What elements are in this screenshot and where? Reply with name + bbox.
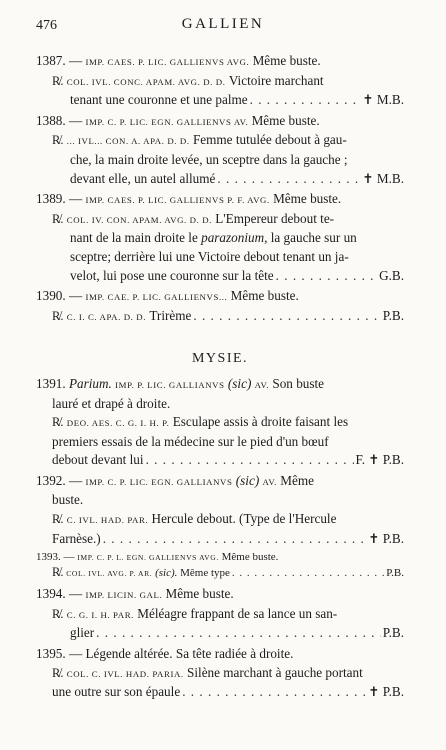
- reverse-legend: C. I. C. APA. D. D.: [66, 311, 147, 322]
- grade: P.B.: [382, 625, 404, 641]
- reverse-legend: COL. IV. CON. APAM. AVG. D. D.: [66, 214, 212, 225]
- grade: ✝ M.B.: [362, 170, 404, 186]
- reverse-mark: R̸.: [52, 73, 64, 88]
- obverse-text: Même buste.: [165, 586, 234, 602]
- reverse-legend: ... IVL... CON. A. APA. D. D.: [66, 136, 190, 147]
- grade: P.B.: [382, 307, 404, 323]
- entry-1387: 1387. — IMP. CAES. P. LIC. GALLIENVS AVG. Même buste. R̸. COL. IVL. CONC. APAM. AVG. D. D. Victoire marchant tenant une couronne et une palme . . . ✝ M.B.: [36, 52, 404, 110]
- leader-dots: [232, 566, 384, 581]
- leader-dots: [193, 307, 380, 326]
- leader-dots: [96, 624, 381, 643]
- reverse-mark: R̸.: [52, 512, 64, 527]
- entry-number: 1391.: [36, 375, 66, 391]
- entry-1389: 1389. — IMP. CAES. P. LIC. GALLIENVS P. F. AVG. Même buste. R̸. COL. IV. CON. APAM. AVG. D. D. L'Empereur debout te- nant de la main droite le parazonium, la gauche sur un sceptre; derrière lui une Victoire debout tenant un ja- velot, lui pose une couronne sur la tête . . . G.B.: [36, 190, 404, 285]
- obverse-legend: IMP. C. P. L. EGN. GALLIENVS AVG.: [77, 553, 219, 563]
- reverse-legend: DEO. AES. C. G. I. H. P.: [66, 418, 170, 429]
- obverse-text: Légende altérée. Sa tête radiée à droite.: [85, 646, 294, 662]
- entry-1395: 1395. — Légende altérée. Sa tête radiée à droite. R̸. COL. C. IVL. HAD. PARIA. Silène marchant à gauche portant une outre sur son épaule . . . ✝ P.B.: [36, 645, 404, 702]
- page-header: [0, 8, 446, 32]
- page-number: 476: [36, 18, 57, 33]
- grade: G.B.: [379, 267, 404, 283]
- entry-1392: 1392. — IMP. C. P. LIC. EGN. GALLIANVS (sic) AV. Même buste. R̸. C. IVL. HAD. PAR. Hercule debout. (Type de l'Hercule Farnèse.) . . . ✝ P.B.: [36, 472, 404, 548]
- city-name: Parium.: [68, 375, 112, 391]
- obverse-text: Même buste.: [221, 551, 279, 564]
- reverse-mark: R̸.: [52, 308, 64, 323]
- reverse-mark: R̸.: [52, 415, 64, 430]
- grade: F. ✝ P.B.: [355, 452, 404, 468]
- entry-1388: 1388. — IMP. C. P. LIC. EGN. GALLIENVS AV. Même buste. R̸. ... IVL... CON. A. APA. D. D. Femme tutulée debout à gau- che, la main droite levée, un sceptre dans la gauche ; devant elle, un autel allumé . . . ✝ M.B.: [36, 112, 404, 188]
- italic-term: parazonium,: [201, 230, 268, 246]
- obverse-legend: IMP. P. LIC. GALLIANVS: [115, 379, 225, 390]
- grade: ✝ P.B.: [368, 684, 404, 700]
- sic-note: (sic).: [155, 567, 178, 580]
- obverse-legend: IMP. CAE. P. LIC. GALLIENVS...: [85, 292, 228, 303]
- grade: ✝ M.B.: [362, 92, 404, 108]
- leader-dots: [146, 451, 354, 470]
- obverse-text: Même buste.: [230, 288, 299, 304]
- entry-number: 1390.: [36, 288, 66, 304]
- catalogue-body: [36, 52, 404, 704]
- reverse-mark: R̸.: [52, 565, 64, 580]
- reverse-legend: COL. C. IVL. HAD. PARIA.: [66, 668, 184, 679]
- entry-number: 1392.: [36, 472, 66, 488]
- reverse-mark: R̸.: [52, 606, 64, 621]
- entry-number: 1394.: [36, 586, 66, 602]
- entry-1391: 1391. Parium. IMP. P. LIC. GALLIANVS (sic) AV. Son buste lauré et drapé à droite. R̸. DEO. AES. C. G. I. H. P. Esculape assis à droite faisant les premiers essais de la médecine sur le pied d'un bœuf debout devant lui . . . F. ✝ P.B.: [36, 375, 404, 470]
- entry-1394: 1394. — IMP. LICIN. GAL. Même buste. R̸. C. G. I. H. PAR. Méléagre frappant de sa lance un san- glier . . . P.B.: [36, 585, 404, 643]
- grade: P.B.: [386, 567, 404, 580]
- sic-note: (sic): [235, 472, 260, 488]
- running-title: GALLIEN: [181, 16, 265, 32]
- obverse-text: Même buste.: [252, 53, 321, 68]
- entry-number: 1393.: [36, 551, 61, 564]
- obverse-legend: IMP. CAES. P. LIC. GALLIENVS AVG.: [85, 57, 250, 67]
- sic-note: (sic): [227, 375, 252, 391]
- reverse-legend: C. IVL. HAD. PAR.: [66, 515, 149, 526]
- leader-dots: [217, 170, 360, 189]
- leader-dots: [182, 683, 366, 702]
- reverse-legend: COL. IVL. CONC. APAM. AVG. D. D.: [66, 76, 226, 87]
- obverse-text: Même buste.: [251, 112, 320, 128]
- reverse-mark: R̸.: [52, 133, 64, 148]
- reverse-mark: R̸.: [52, 211, 64, 226]
- obverse-text: Même buste.: [273, 191, 342, 207]
- grade: ✝ P.B.: [368, 530, 404, 546]
- leader-dots: [276, 267, 377, 286]
- obverse-legend: IMP. C. P. LIC. EGN. GALLIENVS AV.: [85, 116, 249, 127]
- entry-number: 1387.: [36, 53, 66, 68]
- entry-1393: 1393. — IMP. C. P. L. EGN. GALLIENVS AVG. Même buste. R̸. COL. IVL. AVG. P. AR. (sic). Même type . . . P.B.: [36, 550, 404, 581]
- entry-1390: 1390. — IMP. CAE. P. LIC. GALLIENVS... Même buste. R̸. C. I. C. APA. D. D. Trirème . . . P.B.: [36, 287, 404, 326]
- obverse-legend: IMP. CAES. P. LIC. GALLIENVS P. F. AVG.: [85, 195, 270, 206]
- reverse-legend: C. G. I. H. PAR.: [66, 609, 134, 620]
- entry-number: 1395.: [36, 646, 66, 662]
- leader-dots: [103, 530, 367, 549]
- reverse-legend: COL. IVL. AVG. P. AR.: [66, 569, 153, 579]
- entry-number: 1388.: [36, 112, 66, 128]
- reverse-mark: R̸.: [52, 665, 64, 680]
- obverse-legend: IMP. C. P. LIC. EGN. GALLIANVS: [85, 476, 233, 487]
- obverse-legend: IMP. LICIN. GAL.: [85, 590, 163, 601]
- section-heading: MYSIE.: [191, 351, 249, 367]
- entry-number: 1389.: [36, 191, 66, 207]
- leader-dots: [250, 91, 361, 110]
